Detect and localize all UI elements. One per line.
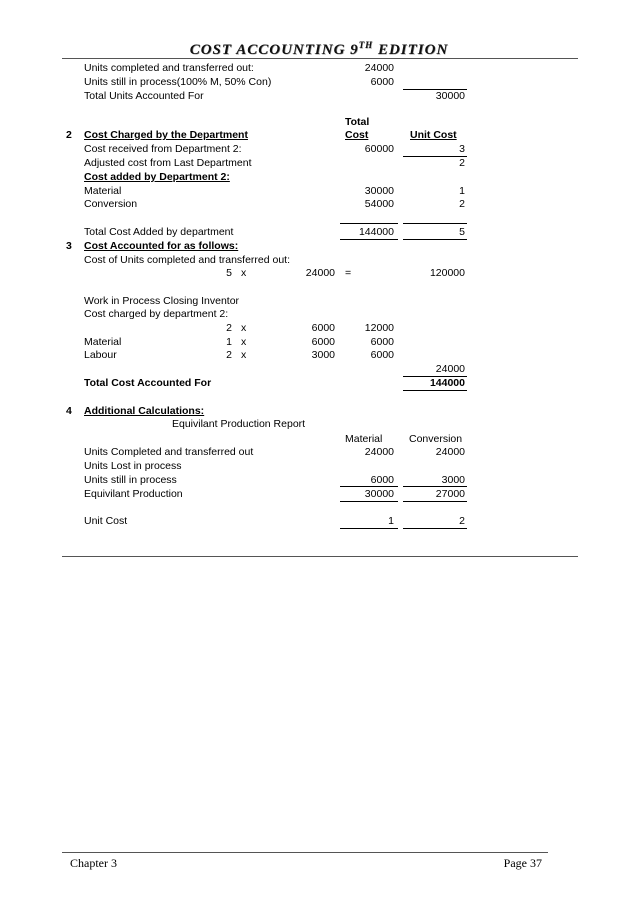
units-in-process-value: 6000 (370, 76, 394, 88)
total-added-rule-total (340, 223, 398, 224)
units-in-process-label: Units still in process(100% M, 50% Con) (84, 76, 272, 88)
wip-row-1-qty: 2 (226, 322, 232, 334)
total-units-label: Total Units Accounted For (84, 90, 204, 102)
wip-material-amount: 6000 (370, 336, 394, 348)
equiv-row-3-conversion: 3000 (441, 474, 465, 486)
equiv-row-1-conversion: 24000 (435, 446, 465, 458)
equiv-underline-material (340, 501, 398, 502)
cost-received-unit: 3 (459, 143, 465, 155)
equiv-row-1-label: Units Completed and transferred out (84, 446, 254, 458)
total-accounted-underline (403, 390, 467, 391)
footer-page-number: Page 37 (503, 856, 542, 870)
equiv-row-4-conversion: 27000 (435, 488, 465, 500)
total-cost-added-label: Total Cost Added by department (84, 226, 234, 238)
wip-material-x: x (241, 336, 247, 348)
equiv-row-3-material: 6000 (370, 474, 394, 486)
equiv-row-1-material: 24000 (364, 446, 394, 458)
adjusted-cost-unit: 2 (459, 157, 465, 169)
transferred-calc-result: 120000 (429, 267, 465, 279)
total-cost-accounted-value: 144000 (429, 377, 465, 389)
transferred-calc-qty: 5 (226, 267, 232, 279)
equiv-row-3-label: Units still in process (84, 474, 177, 486)
cost-received-label: Cost received from Department 2: (84, 143, 242, 155)
material-label: Material (84, 185, 122, 197)
total-added-underline-total (340, 239, 398, 240)
conversion-label: Conversion (84, 198, 138, 210)
wip-total: 24000 (435, 363, 465, 375)
cost-received-total: 60000 (364, 143, 394, 155)
wip-labour-amount: 6000 (370, 349, 394, 361)
units-completed-label: Units completed and transferred out: (84, 62, 254, 74)
unit-cost-conversion: 2 (459, 515, 465, 527)
header-rule (62, 58, 578, 59)
unit-cost-material: 1 (388, 515, 394, 527)
total-added-underline-unit (403, 239, 467, 240)
part2-heading: Cost Charged by the Department (84, 129, 248, 141)
transferred-calc-equals: = (345, 267, 352, 279)
adjusted-cost-label: Adjusted cost from Last Department (84, 157, 252, 169)
section-number-2: 2 (66, 129, 72, 141)
material-total: 30000 (364, 185, 394, 197)
part2-header-total-line1: Total (345, 116, 370, 128)
equiv-underline-conversion (403, 501, 467, 502)
part2-header-total-line2: Cost (345, 129, 369, 141)
wip-row-1-units: 6000 (311, 322, 335, 334)
conversion-unit: 2 (459, 198, 465, 210)
wip-material-qty: 1 (226, 336, 232, 348)
equiv-row-4-material: 30000 (364, 488, 394, 500)
equiv-rule-conversion (403, 486, 467, 487)
cost-added-heading: Cost added by Department 2: (84, 171, 230, 183)
transferred-out-label: Cost of Units completed and transferred out: (84, 254, 291, 266)
content-end-rule (62, 556, 578, 557)
total-cost-accounted-label: Total Cost Accounted For (84, 377, 212, 389)
conversion-total: 54000 (364, 198, 394, 210)
material-unit: 1 (459, 185, 465, 197)
equiv-row-2-label: Units Lost in process (84, 460, 182, 472)
wip-labour-units: 3000 (311, 349, 335, 361)
total-cost-added-unit: 5 (459, 226, 465, 238)
total-units-value: 30000 (435, 90, 465, 102)
unit-cost-label: Unit Cost (84, 515, 128, 527)
total-added-rule-unit (403, 223, 467, 224)
equivalent-production-subheading: Equivilant Production Report (172, 418, 306, 430)
wip-row-1-x: x (241, 322, 247, 334)
unit-cost-underline-conversion (403, 528, 467, 529)
section-number-4: 4 (66, 405, 72, 417)
unit-cost-underline-material (340, 528, 398, 529)
wip-labour-label: Labour (84, 349, 117, 361)
wip-material-label: Material (84, 336, 122, 348)
wip-labour-x: x (241, 349, 247, 361)
footer-rule (62, 852, 548, 853)
col-material-header: Material (345, 433, 383, 445)
total-cost-added-value: 144000 (358, 226, 394, 238)
units-completed-value: 24000 (364, 62, 394, 74)
col-conversion-header: Conversion (409, 433, 463, 445)
footer-chapter: Chapter 3 (70, 856, 117, 870)
page-header-title: COST ACCOUNTING 9TH EDITION (189, 40, 449, 58)
wip-row-1-amount: 12000 (364, 322, 394, 334)
part2-header-unit-cost: Unit Cost (410, 129, 457, 141)
transferred-calc-units: 24000 (305, 267, 335, 279)
transferred-calc-x: x (241, 267, 247, 279)
wip-label: Work in Process Closing Inventor (84, 295, 240, 307)
section-number-3: 3 (66, 240, 72, 252)
part3-heading: Cost Accounted for as follows: (84, 240, 239, 252)
equiv-rule-material (340, 486, 398, 487)
wip-labour-qty: 2 (226, 349, 232, 361)
charged-by-dept-label: Cost charged by department 2: (84, 308, 229, 320)
equiv-row-4-label: Equivilant Production (84, 488, 183, 500)
part4-heading: Additional Calculations: (84, 405, 205, 417)
wip-material-units: 6000 (311, 336, 335, 348)
